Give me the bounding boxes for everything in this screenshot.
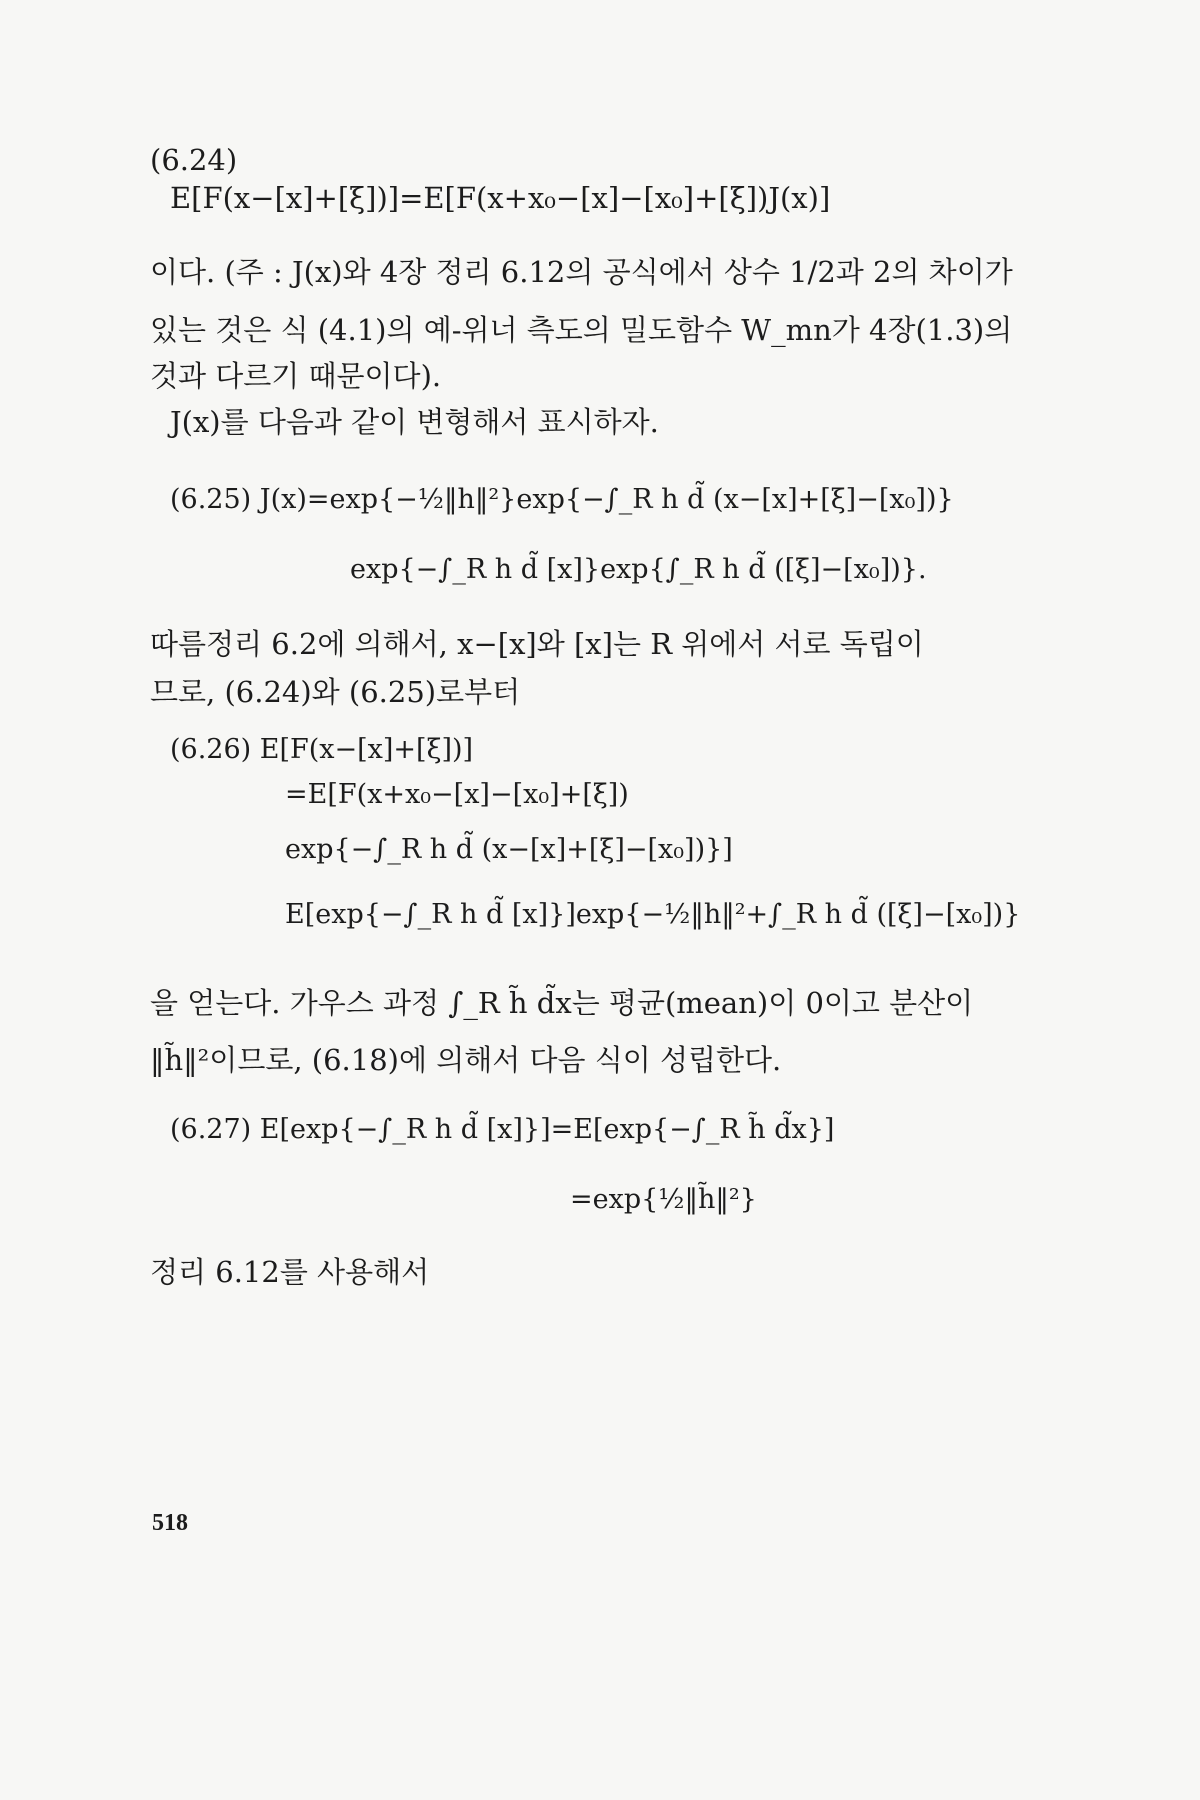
equation-6-26-line2: =E[F(x+x₀−[x]−[x₀]+[ξ]) <box>285 779 629 810</box>
paragraph-line: ‖h̃‖²이므로, (6.18)에 의해서 다음 식이 성립한다. <box>150 1043 782 1077</box>
page-number: 518 <box>152 1510 188 1536</box>
equation-6-24: E[F(x−[x]+[ξ])]=E[F(x+x₀−[x]−[x₀]+[ξ])J(x)] <box>170 181 831 215</box>
paragraph-line: J(x)를 다음과 같이 변형해서 표시하자. <box>170 405 659 439</box>
equation-6-24-label: (6.24) <box>150 143 238 177</box>
paragraph-line: 므로, (6.24)와 (6.25)로부터 <box>150 675 521 709</box>
equation-6-26-line4: E[exp{−∫_R h d̃ [x]}]exp{−½‖h‖²+∫_R h d̃ ([ξ]−[x₀])} <box>285 899 1021 930</box>
equation-6-26-line1: (6.26) E[F(x−[x]+[ξ])] <box>170 734 474 765</box>
paragraph-line: 있는 것은 식 (4.1)의 예-위너 측도의 밀도함수 W_mn가 4장(1.3)의 <box>150 313 1013 347</box>
equation-6-27-line1: (6.27) E[exp{−∫_R h d̃ [x]}]=E[exp{−∫_R h̃ d̃x}] <box>170 1114 835 1145</box>
paragraph-line: 을 얻는다. 가우스 과정 ∫_R h̃ d̃x는 평균(mean)이 0이고 분산이 <box>150 986 974 1020</box>
paragraph-line: 것과 다르기 때문이다). <box>150 359 442 393</box>
equation-6-26-line3: exp{−∫_R h d̃ (x−[x]+[ξ]−[x₀])}] <box>285 834 733 865</box>
paragraph-line: 정리 6.12를 사용해서 <box>150 1255 430 1289</box>
equation-6-27-line2: =exp{½‖h̃‖²} <box>570 1184 757 1215</box>
equation-6-25-line2: exp{−∫_R h d̃ [x]}exp{∫_R h d̃ ([ξ]−[x₀])}. <box>350 554 927 585</box>
equation-6-25-line1: (6.25) J(x)=exp{−½‖h‖²}exp{−∫_R h d̃ (x−[x]+[ξ]−[x₀])} <box>170 484 954 515</box>
paragraph-line: 이다. (주 : J(x)와 4장 정리 6.12의 공식에서 상수 1/2과 2의 차이가 <box>150 255 1013 289</box>
paragraph-line: 따름정리 6.2에 의해서, x−[x]와 [x]는 R 위에서 서로 독립이 <box>150 627 924 661</box>
